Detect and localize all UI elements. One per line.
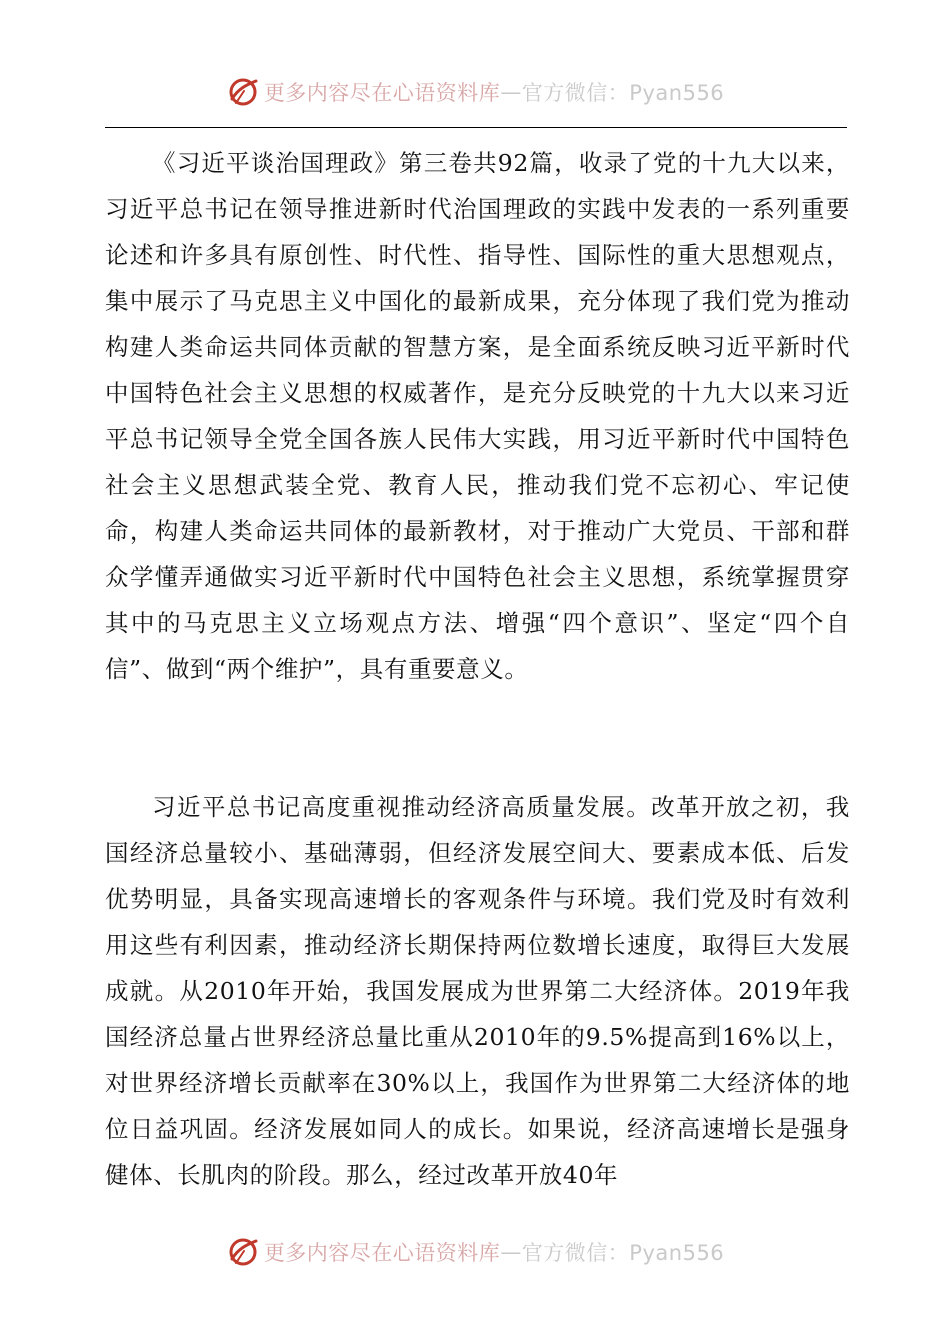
brand-logo-icon xyxy=(226,75,260,109)
paragraph-text: 习近平总书记高度重视推动经济高质量发展。改革开放之初，我国经济总量较小、基础薄弱，但经济发展空间大、要素成本低、后发优势明显，具备实现高速增长的客观条件与环境。我们党及时有效利用这些有利因素，推动经济长期保持两位数增长速度，取得巨大发展成就。从2010年开始，我国发展成为世界第二大经济体。2019年我国经济总量占世界经济总量比重从2010年的9.5%提高到16%以上，对世界经济增长贡献率在30%以上，我国作为世界第二大经济体的地位日益巩固。经济发展如同人的成长。如果说，经济高速增长是强身健体、长肌肉的阶段。那么，经过改革开放40年 xyxy=(105,793,850,1189)
header-watermark xyxy=(0,72,950,112)
watermark-wechat-text: 官方微信：Pyan556 xyxy=(521,1241,725,1265)
paragraph-text: 《习近平谈治国理政》第三卷共92篇，收录了党的十九大以来，习近平总书记在领导推进新时代治国理政的实践中发表的一系列重要论述和许多具有原创性、时代性、指导性、国际性的重大思想观点，集中展示了马克思主义中国化的最新成果，充分体现了我们党为推动构建人类命运共同体贡献的智慧方案，是全面系统反映习近平新时代中国特色社会主义思想的权威著作，是充分反映党的十九大以来习近平总书记领导全党全国各族人民伟大实践，用习近平新时代中国特色社会主义思想武装全党、教育人民，推动我们党不忘初心、牢记使命，构建人类命运共同体的最新教材，对于推动广大党员、干部和群众学懂弄通做实习近平新时代中国特色社会主义思想，系统掌握贯穿其中的马克思主义立场观点方法、增强“四个意识”、坚定“四个自信”、做到“两个维护”，具有重要意义。 xyxy=(105,149,850,683)
footer-watermark xyxy=(0,1232,950,1272)
watermark-site-text: 更多内容尽在心语资料库 xyxy=(263,81,501,105)
body-paragraph-1 xyxy=(105,140,850,692)
watermark-dash: — xyxy=(500,80,522,104)
watermark-wechat-text: 官方微信：Pyan556 xyxy=(521,81,725,105)
body-paragraph-2 xyxy=(105,784,850,1198)
watermark-dash: — xyxy=(500,1240,522,1264)
brand-logo-icon xyxy=(226,1235,260,1269)
header-divider xyxy=(105,127,847,128)
watermark-site-text: 更多内容尽在心语资料库 xyxy=(263,1241,501,1265)
